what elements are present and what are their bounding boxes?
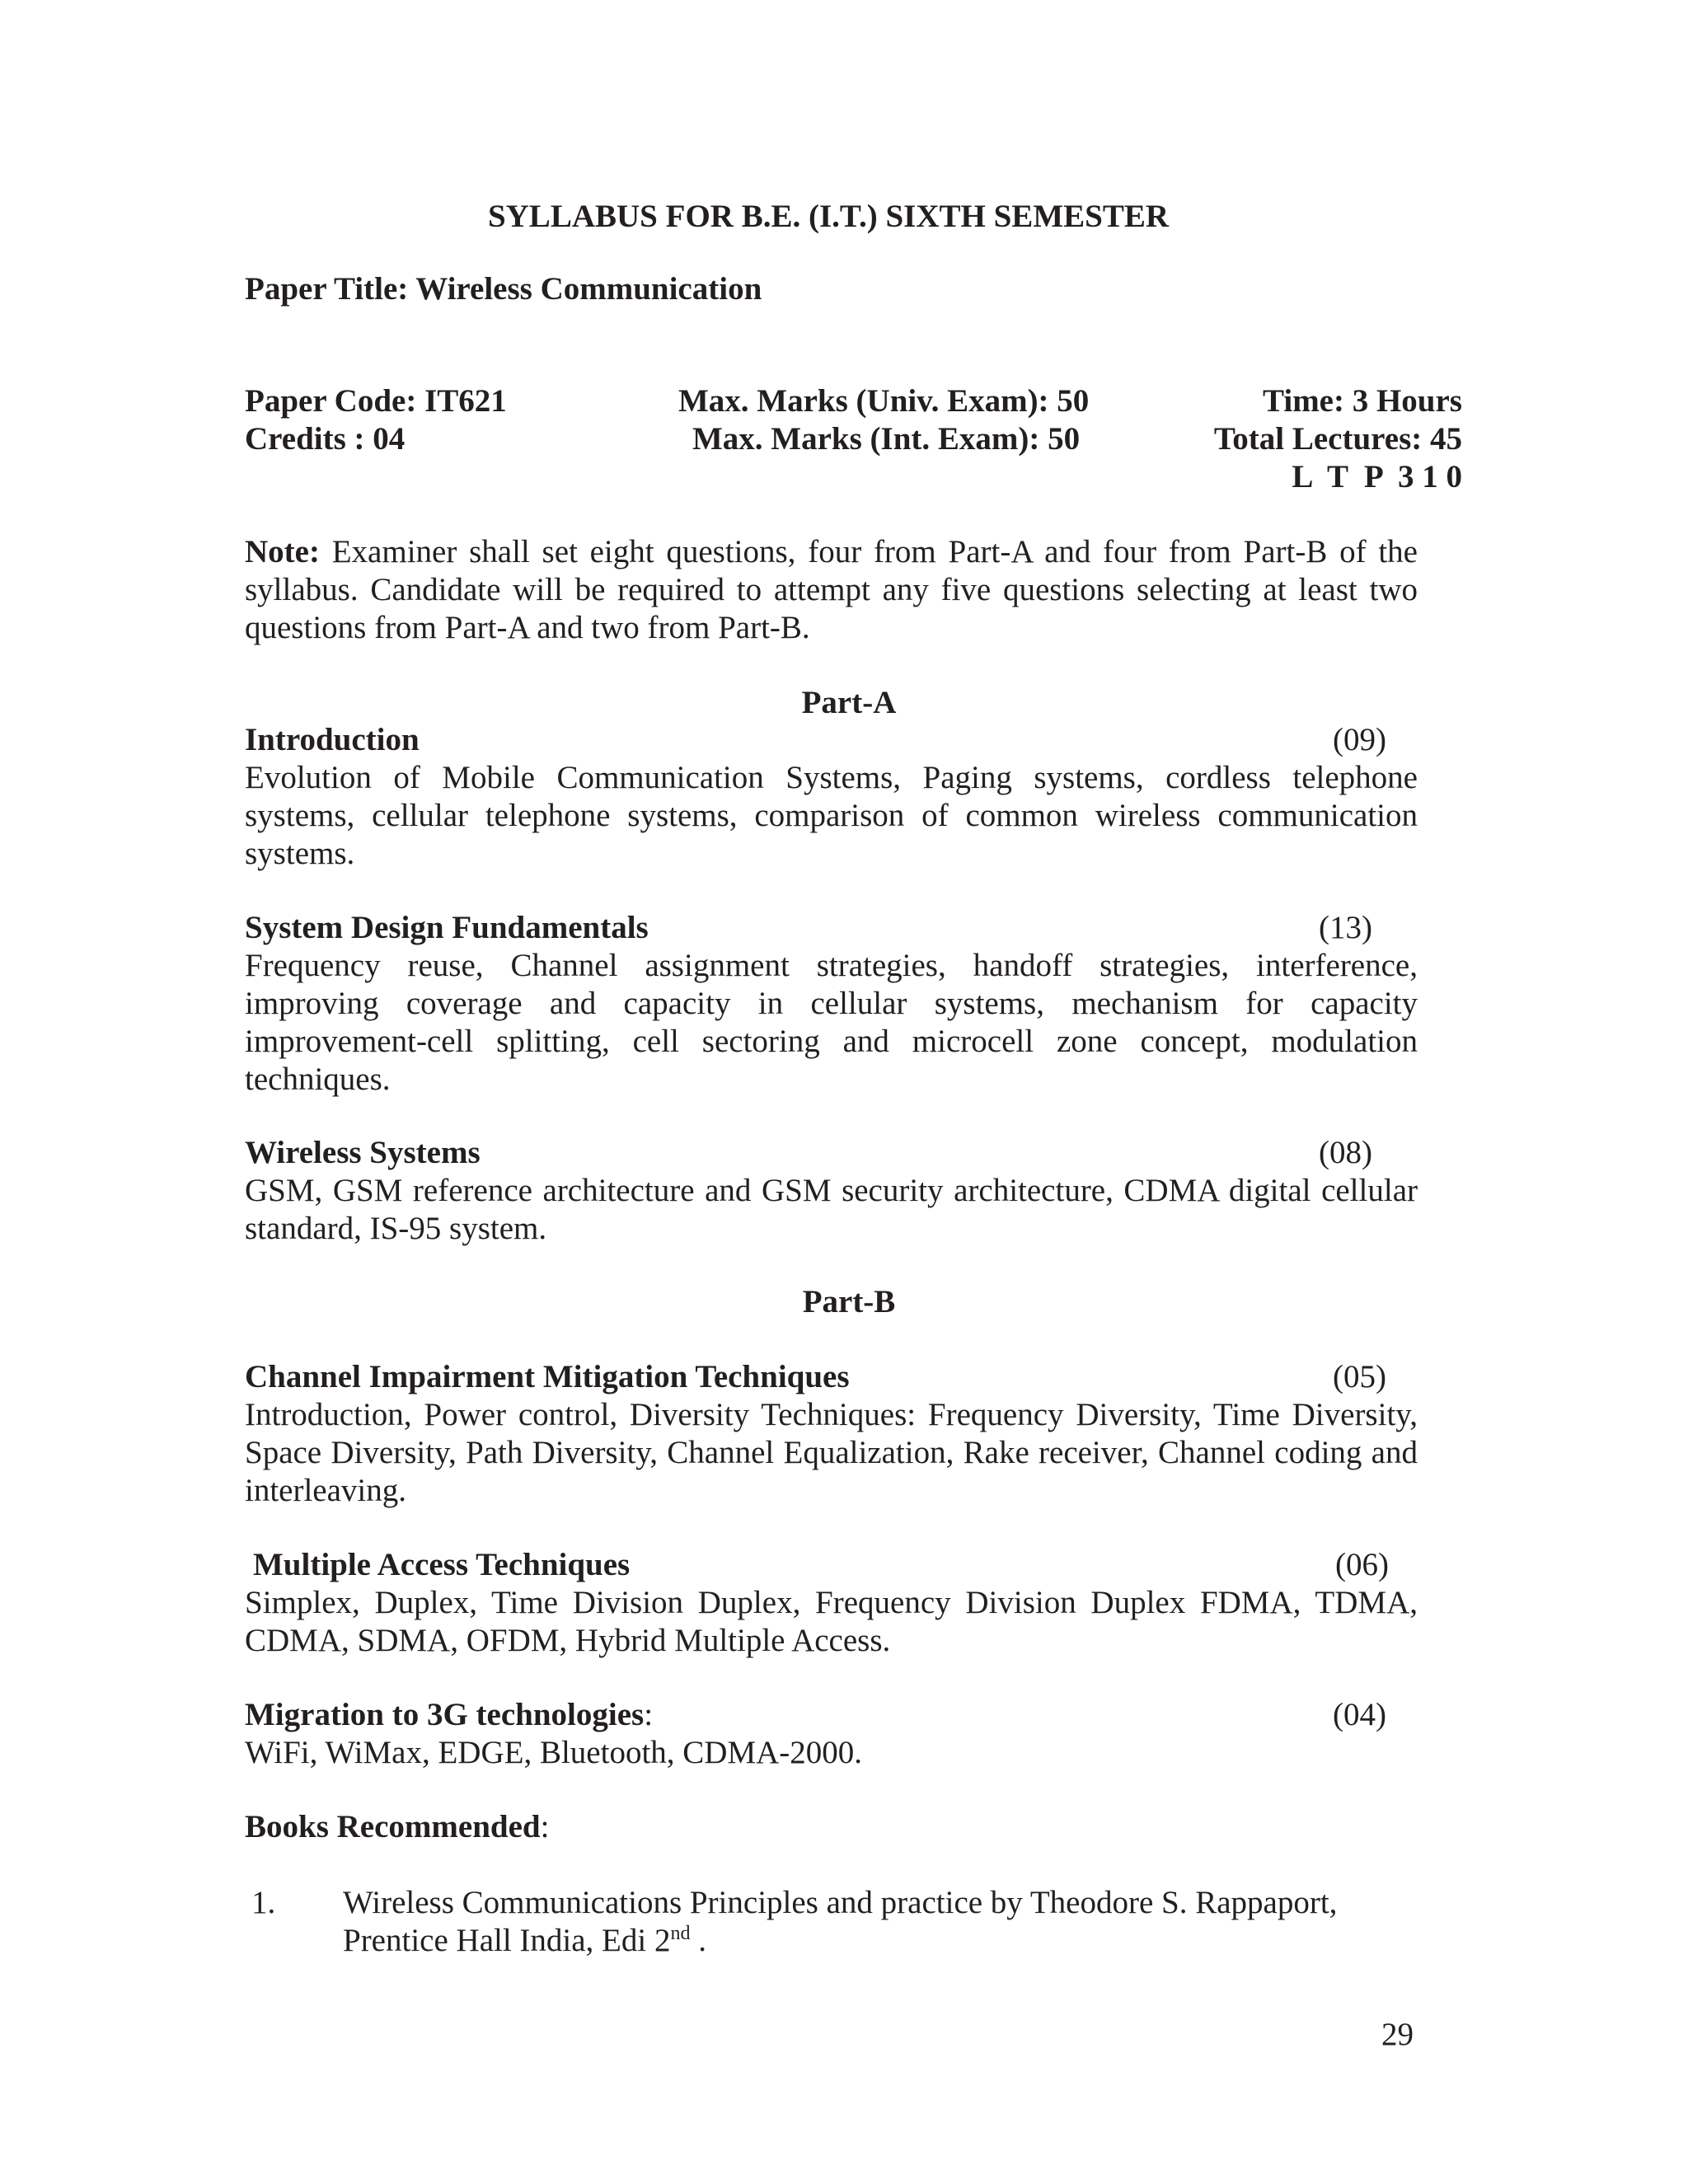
note-paragraph [245,533,1418,647]
note-label: Note: [245,534,320,569]
page-number: 29 [1381,2017,1414,2052]
section-hours: (09) [1333,722,1386,757]
book-edition-sup: nd [670,1923,691,1944]
section-title-colon: : [644,1697,654,1732]
section-title-line [245,1696,653,1734]
paper-code: Paper Code: IT621 [245,383,507,419]
book-line-1: Wireless Communications Principles and practice by Theodore S. Rappaport, [343,1885,1338,1920]
total-lectures: Total Lectures: 45 [1213,421,1462,457]
section-hours: (05) [1333,1359,1386,1394]
section-title: Multiple Access Techniques [253,1547,631,1582]
part-a-heading: Part-A [801,685,897,720]
section-body: Introduction, Power control, Diversity Techniques: Frequency Diversity, Time Diversity, Space Diversity, Path Diversity, Channel Equalization, Rake receiver, Channel coding and interleaving. [245,1397,1418,1508]
credits: Credits : 04 [245,421,406,457]
section-title: System Design Fundamentals [245,910,649,945]
section-body: Evolution of Mobile Communication Systems, Paging systems, cordless telephone systems, cellular telephone systems, comparison of common wireless communication systems. [245,760,1418,871]
section-body: GSM, GSM reference architecture and GSM security architecture, CDMA digital cellular standard, IS-95 system. [245,1173,1418,1246]
section-hours: (08) [1319,1135,1372,1170]
books-heading-colon: : [540,1809,550,1844]
note-text: Examiner shall set eight questions, four from Part-A and four from Part-B of the syllabus. Candidate will be required to attempt any five questions selecting at least two questions from Part-A and two from Part-B. [245,534,1418,645]
max-marks-int: Max. Marks (Int. Exam): 50 [692,421,1081,457]
section-body: Frequency reuse, Channel assignment strategies, handoff strategies, interference, improving coverage and capacity in cellular systems, mechanism for capacity improvement-cell splitting, cell sectoring and microcell zone concept, modulation techniques. [245,948,1418,1097]
section-hours: (06) [1335,1547,1389,1582]
book-tail: . [690,1923,706,1958]
section-title: Wireless Systems [245,1135,481,1170]
part-b-heading: Part-B [802,1284,896,1319]
paper-title: Paper Title: Wireless Communication [245,271,762,307]
syllabus-title: SYLLABUS FOR B.E. (I.T.) SIXTH SEMESTER [487,199,1170,234]
book-number: 1. [251,1885,276,1920]
section-hours: (13) [1319,910,1372,945]
section-body: WiFi, WiMax, EDGE, Bluetooth, CDMA-2000. [245,1735,863,1770]
section-hours: (04) [1333,1697,1386,1732]
section-title: Introduction [245,722,420,757]
section-title: Migration to 3G technologies [245,1697,645,1732]
exam-time: Time: 3 Hours [1263,383,1462,419]
max-marks-univ: Max. Marks (Univ. Exam): 50 [678,383,1090,419]
books-heading: Books Recommended [245,1809,541,1844]
books-heading-line [245,1808,549,1846]
book-publisher: Prentice Hall India, Edi 2 [343,1923,671,1958]
section-title: Channel Impairment Mitigation Techniques [245,1359,850,1394]
section-body: Simplex, Duplex, Time Division Duplex, Frequency Division Duplex FDMA, TDMA, CDMA, SDMA, OFDM, Hybrid Multiple Access. [245,1585,1418,1658]
book-line-2 [343,1922,706,1960]
ltp: L T P 3 1 0 [1292,459,1462,494]
